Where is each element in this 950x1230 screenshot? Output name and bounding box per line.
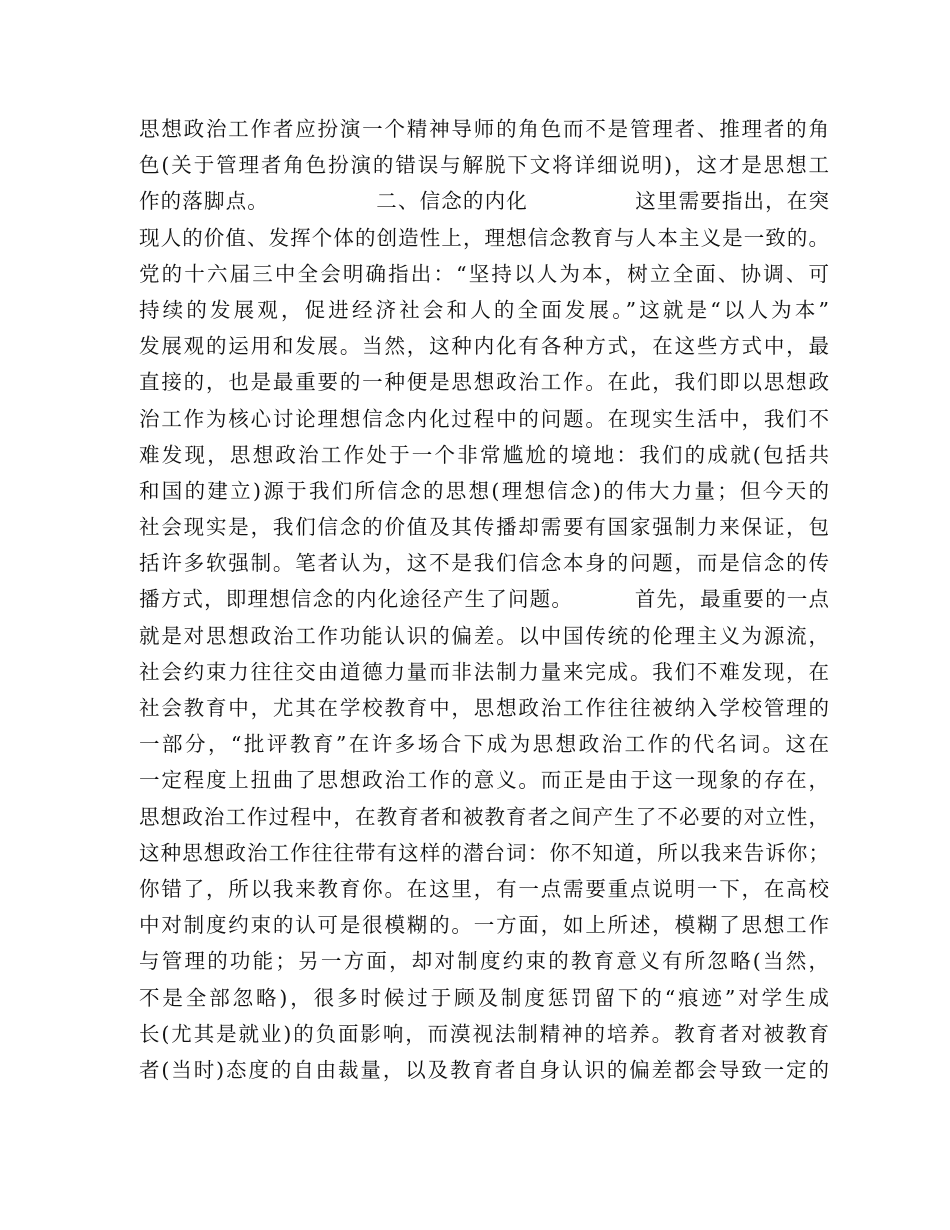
- text-line: 播方式，即理想信念的内化途径产生了问题。 首先，最重要的一点: [139, 587, 829, 612]
- text-line: 一部分，“批评教育”在许多场合下成为思想政治工作的代名词。这在: [139, 732, 829, 757]
- text-line: 和国的建立)源于我们所信念的思想(理想信念)的伟大力量；但今天的: [139, 478, 829, 503]
- text-line: 社会约束力往往交由道德力量而非法制力量来完成。我们不难发现，在: [139, 659, 829, 684]
- text-line: 直接的，也是最重要的一种便是思想政治工作。在此，我们即以思想政: [139, 370, 829, 395]
- text-line: 社会教育中，尤其在学校教育中，思想政治工作往往被纳入学校管理的: [139, 696, 829, 720]
- text-line: 治工作为核心讨论理想信念内化过程中的问题。在现实生活中，我们不: [139, 406, 829, 431]
- text-line: 难发现，思想政治工作处于一个非常尴尬的境地：我们的成就(包括共: [139, 442, 829, 467]
- text-line: 这种思想政治工作往往带有这样的潜台词：你不知道，所以我来告诉你；: [139, 840, 829, 865]
- text-line: 一定程度上扭曲了思想政治工作的意义。而正是由于这一现象的存在，: [139, 768, 829, 793]
- text-line: 就是对思想政治工作功能认识的偏差。以中国传统的伦理主义为源流，: [139, 623, 829, 648]
- text-line: 者(当时)态度的自由裁量，以及教育者自身认识的偏差都会导致一定的: [139, 1057, 829, 1082]
- text-line: 与管理的功能；另一方面，却对制度约束的教育意义有所忽略(当然，: [139, 949, 829, 974]
- text-line: 你错了，所以我来教育你。在这里，有一点需要重点说明一下，在高校: [139, 876, 829, 901]
- text-line: 长(尤其是就业)的负面影响，而漠视法制精神的培养。教育者对被教育: [139, 1021, 829, 1046]
- text-line: 现人的价值、发挥个体的创造性上，理想信念教育与人本主义是一致的。: [139, 225, 829, 250]
- text-line: 作的落脚点。 二、信念的内化 这里需要指出，在突: [139, 189, 829, 214]
- text-line: 括许多软强制。笔者认为，这不是我们信念本身的问题，而是信念的传: [139, 551, 829, 576]
- text-line: 发展观的运用和发展。当然，这种内化有各种方式，在这些方式中，最: [139, 334, 829, 359]
- body-text: [139, 111, 829, 1088]
- text-line: 社会现实是，我们信念的价值及其传播却需要有国家强制力来保证，包: [139, 515, 829, 540]
- text-line: 党的十六届三中全会明确指出：“坚持以人为本，树立全面、协调、可: [139, 261, 829, 286]
- text-line: 思想政治工作者应扮演一个精神导师的角色而不是管理者、推理者的角: [139, 117, 829, 141]
- text-line: 持续的发展观，促进经济社会和人的全面发展。”这就是“以人为本”: [139, 297, 829, 322]
- text-line: 中对制度约束的认可是很模糊的。一方面，如上所述，模糊了思想工作: [139, 913, 829, 938]
- text-line: 思想政治工作过程中，在教育者和被教育者之间产生了不必要的对立性，: [139, 804, 829, 829]
- text-line: 不是全部忽略)，很多时候过于顾及制度惩罚留下的“痕迹”对学生成: [139, 985, 829, 1010]
- text-line: 色(关于管理者角色扮演的错误与解脱下文将详细说明)，这才是思想工: [139, 153, 829, 178]
